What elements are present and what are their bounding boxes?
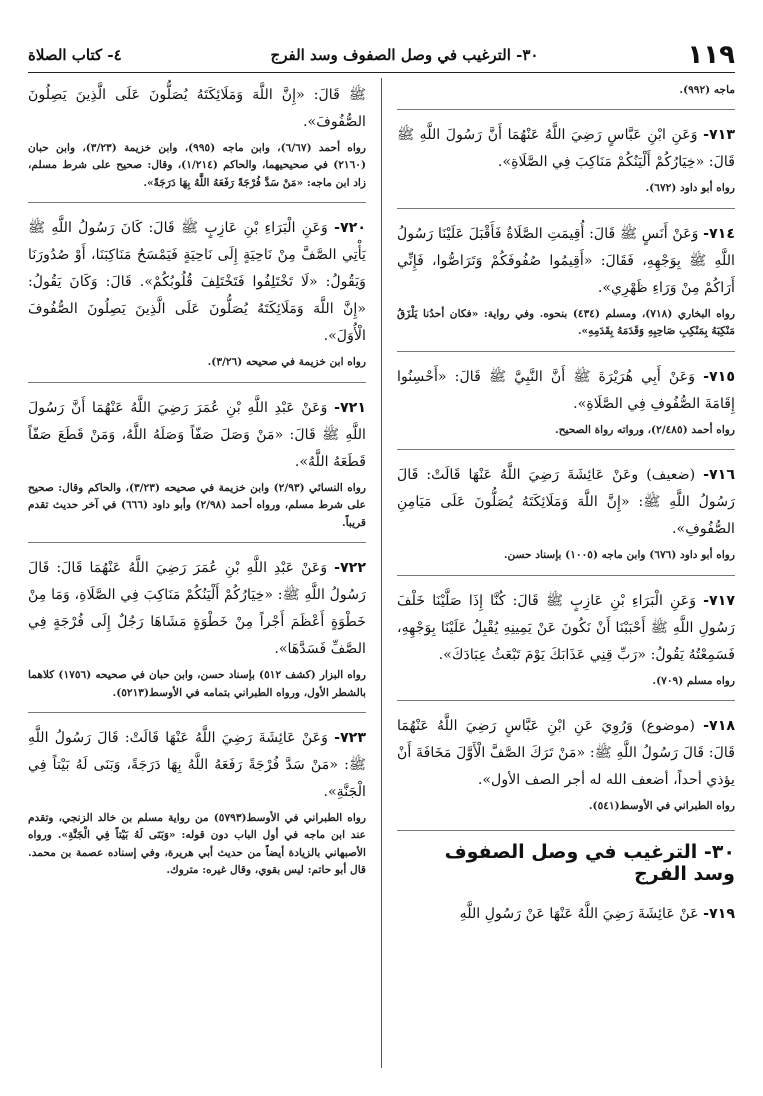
hadith-text: وَعَنِ الْبَرَاءِ بْنِ عَازِبٍ ﷺ قَالَ: كَانَ رَسُولُ اللَّهِ ﷺ يَأْتِي الصَّفَّ مِنْ نَاحِيَةٍ إِلَى نَاحِيَةٍ فَيَمْسَحُ مَنَاكِبَنَا، أَوْ صُدُورَنَا وَيَقُولُ: «لَا تَخْتَلِفُوا فَتَخْتَلِفَ قُلُوبُكُمْ». قَالَ: وَكَانَ يَقُولُ: «إِنَّ اللَّهَ وَمَلَائِكَتَهُ يُصَلُّونَ عَلَى الَّذِينَ يَصِلُونَ الصُّفُوفَ الْأُوَلَ».	[28, 220, 366, 345]
hadith-text: عَنْ عَائِشَةَ رَضِيَ اللَّهُ عَنْهَا عَنْ رَسُولِ اللَّهِ	[459, 905, 699, 922]
divider	[397, 208, 735, 209]
hadith-text: وَعَنْ عَبْدِ اللَّهِ بْنِ عُمَرَ رَضِيَ اللَّهُ عَنْهُمَا أَنَّ رَسُولَ اللَّهِ ﷺ قَالَ: «مَنْ وَصَلَ صَفّاً وَصَلَهُ اللَّهُ، وَمَنْ قَطَعَ صَفّاً قَطَعَهُ اللَّهُ».	[28, 399, 366, 470]
right-column	[397, 82, 735, 927]
divider	[397, 575, 735, 576]
hadith-721	[28, 395, 366, 476]
hadith-722	[28, 555, 366, 663]
divider	[28, 382, 366, 383]
divider	[397, 700, 735, 701]
hadith-714	[397, 221, 735, 302]
hadith-number: ٧١٩-	[703, 905, 735, 922]
hadith-719-continued	[28, 82, 366, 136]
divider	[397, 109, 735, 110]
divider	[28, 542, 366, 543]
page-header	[28, 38, 735, 73]
source-note: رواه النسائي (٢/٩٣) وابن خزيمة في صحيحه (٣/٢٣)، والحاكم وقال: صحيح على شرط مسلم، ورواه أحمد (٢/٩٨) وأبو داود (٦٦٦) في آخر حديث تقدم قريباً.	[28, 481, 366, 529]
hadith-text: وَعَنْ عَبْدِ اللَّهِ بْنِ عُمَرَ رَضِيَ اللَّهُ عَنْهُمَا قَالَ: قَالَ رَسُولُ اللَّهِ ﷺ: «خِيَارُكُمْ أَلْيَنُكُمْ مَنَاكِبَ فِي الصَّلَاةِ، وَمَا مِنْ خَطْوَةٍ أَعْظَمَ أَجْراً مِنْ خَطْوَةٍ مَشَاهَا رَجُلٌ إِلَى فُرْجَةٍ فِي الصَّفِّ فَسَدَّهَا».	[28, 560, 366, 658]
hadith-text: وَعَنْ أَبِي هُرَيْرَةَ ﷺ أَنَّ النَّبِيَّ ﷺ قَالَ: «أَحْسِنُوا إِقَامَةَ الصُّفُوفِ فِي الصَّلَاةِ».	[397, 368, 735, 412]
source-note: ماجه (٩٩٢).	[679, 84, 735, 96]
hadith-text: وَعَنِ الْبَرَاءِ بْنِ عَازِبٍ ﷺ قَالَ: كُنَّا إِذَا صَلَّيْنَا خَلْفَ رَسُولِ اللَّهِ ﷺ أَحْبَبْنَا أَنْ نَكُونَ عَنْ يَمِينِهِ يُقْبِلُ عَلَيْنَا بِوَجْهِهِ، فَسَمِعْتُهُ يَقُولُ: «رَبِّ قِنِي عَذَابَكَ يَوْمَ تَبْعَثُ عِبَادَكَ».	[397, 592, 735, 663]
source-note: رواه الطبراني في الأوسط(٥٧٩٣) من رواية مسلم بن خالد الزنجي، وتقدم عند ابن ماجه في أول الباب دون قوله: «وَبَنَى لَهُ بَيْتاً فِي الْجَنَّةِ». ورواه الأصبهاني بالزيادة أيضاً من حديث أبي هريرة، وفي إسناده عصمة بن محمد. قال أبو حاتم: ليس بقوي، وقال غيره: متروك.	[28, 811, 366, 877]
hadith-number: ٧١٣-	[703, 127, 735, 144]
chapter-heading: ٣٠- الترغيب في وصل الصفوف وسد الفرج	[397, 830, 735, 885]
hadith-716	[397, 462, 735, 543]
hadith-text: وَعَنْ أَنَسٍ ﷺ قَالَ: أُقِيمَتِ الصَّلَاةُ فَأَقْبَلَ عَلَيْنَا رَسُولُ اللَّهِ ﷺ بِوَجْهِهِ، فَقَالَ: «أَقِيمُوا صُفُوفَكُمْ وَتَرَاصُّوا، فَإِنِّي أَرَاكُمْ مِنْ وَرَاءِ ظَهْرِي».	[397, 225, 735, 296]
hadith-number: ٧٢٢-	[334, 560, 366, 577]
hadith-number: ٧١٧-	[703, 592, 735, 609]
left-column	[28, 82, 366, 880]
hadith-number: ٧١٥-	[703, 368, 735, 385]
source-note: رواه مسلم (٧٠٩).	[652, 674, 735, 687]
hadith-number: ٧٢٠-	[334, 220, 366, 237]
hadith-717	[397, 588, 735, 669]
hadith-715	[397, 364, 735, 418]
hadith-number: ٧٢١-	[334, 399, 366, 416]
hadith-number: ٧١٤-	[703, 225, 735, 242]
hadith-text: (موضوع) وَرُوِيَ عَنِ ابْنِ عَبَّاسٍ رَضِيَ اللَّهُ عَنْهُمَا قَالَ: قَالَ رَسُولُ اللَّهِ ﷺ: «مَنْ تَرَكَ الصَّفَّ الْأَوَّلَ مَخَافَةَ أَنْ يؤذي أحداً، أضعف الله له أجر الصف الأول».	[397, 718, 735, 789]
source-note: رواه البخاري (٧١٨)، ومسلم (٤٣٤) بنحوه. وفي رواية: «فكان أحدُنا يَلْزَقُ مَنْكِبَهُ بِمَنْكِبِ صَاحِبِهِ وَقَدَمَهُ بِقَدَمِهِ».	[397, 307, 735, 338]
running-chapter-title: ٣٠- الترغيب في وصل الصفوف وسد الفرج	[270, 46, 539, 64]
hadith-text: وَعَنْ عَائِشَةَ رَضِيَ اللَّهُ عَنْهَا قَالَتْ: قَالَ رَسُولُ اللَّهِ ﷺ: «مَنْ سَدَّ فُرْجَةً رَفَعَهُ اللَّهُ بِهَا دَرَجَةً، وَبَنَى لَهُ بَيْتاً فِي الْجَنَّةِ».	[28, 730, 366, 800]
source-note: رواه البزار (كشف ٥١٢) بإسناد حسن، وابن حبان في صحيحه (١٧٥٦) كلاهما بالشطر الأول، ورواه الطبراني بتمامه في الأوسط(٥٢١٣).	[28, 669, 366, 699]
hadith-text: (ضعيف) وعَنْ عَائِشَةَ رَضِيَ اللَّهُ عَنْهَا قَالَتْ: قَالَ رَسُولُ اللَّهِ ﷺ: «إِنَّ اللَّهَ وَمَلَائِكَتَهُ يُصَلُّونَ عَلَى مَيَامِنِ الصُّفُوفِ».	[397, 467, 735, 538]
hadith-718	[397, 713, 735, 794]
hadith-713	[397, 122, 735, 176]
hadith-719	[397, 901, 735, 928]
divider	[397, 449, 735, 450]
hadith-number: ٧٢٣-	[334, 730, 366, 746]
source-note: رواه أحمد (٦/٦٧)، وابن ماجه (٩٩٥)، وابن خزيمة (٣/٢٣)، وابن حبان (٢١٦٠) في صحيحيهما، والحاكم (١/٢١٤)، وقال: صحيح على شرط مسلم، زاد ابن ماجه: «مَنْ سَدَّ فُرْجَةً رَفَعَهُ اللَّهُ بِهَا دَرَجَةً».	[28, 141, 366, 189]
source-note: رواه ابن خزيمة في صحيحه (٣/٢٦).	[207, 356, 366, 369]
source-note: رواه أبو داود (٦٧٢).	[645, 182, 735, 195]
hadith-number: ٧١٨-	[703, 718, 736, 735]
hadith-text: وَعَنِ ابْنِ عَبَّاسٍ رَضِيَ اللَّهُ عَنْهُمَا أَنَّ رَسُولَ اللَّهِ ﷺ قَالَ: «خِيَارُكُمْ أَلْيَنُكُمْ مَنَاكِبَ فِي الصَّلَاةِ».	[397, 127, 735, 171]
source-note: رواه الطبراني في الأوسط(٥٤١).	[588, 800, 735, 813]
divider	[397, 351, 735, 352]
column-divider	[381, 78, 382, 1068]
running-book-title: ٤- كتاب الصلاة	[28, 46, 122, 64]
divider	[28, 712, 366, 713]
hadith-720	[28, 215, 366, 350]
hadith-number: ٧١٦-	[703, 467, 735, 484]
divider	[28, 202, 366, 203]
hadith-723	[28, 725, 366, 806]
page-number: ١١٩	[687, 40, 735, 70]
hadith-text: ﷺ قَالَ: «إِنَّ اللَّهَ وَمَلَائِكَتَهُ يُصَلُّونَ عَلَى الَّذِينَ يَصِلُونَ الصُّفُوفَ».	[28, 87, 366, 130]
source-note: رواه أحمد (٢/٤٨٥)، ورواته رواة الصحيح.	[555, 423, 735, 436]
source-note: رواه أبو داود (٦٧٦) وابن ماجه (١٠٠٥) بإسناد حسن.	[503, 549, 735, 562]
